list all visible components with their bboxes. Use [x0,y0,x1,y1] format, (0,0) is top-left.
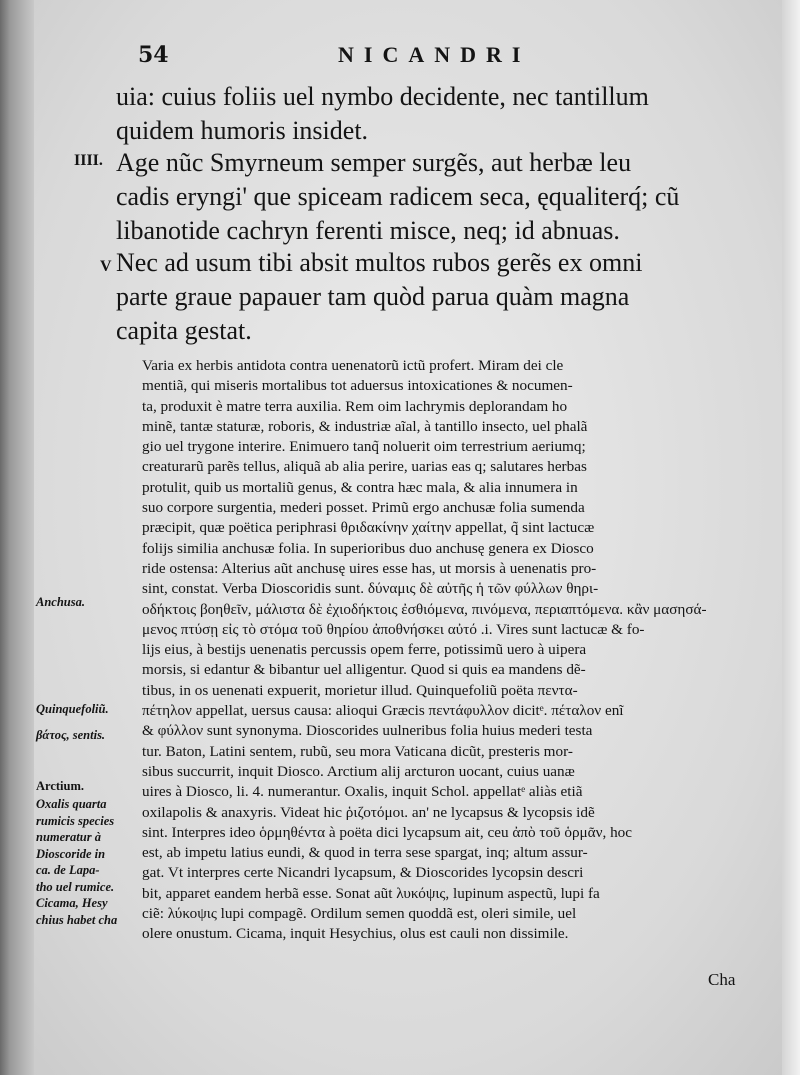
margin-note-line: Oxalis quarta [36,797,107,811]
commentary-line: creaturarũ parẽs tellus, aliquã ab alia perire, uarias eas q; salutares herbas [142,458,587,476]
commentary-line: οδήκτοις βοηθεῖν, μάλιστα δὲ ἐχιοδήκτοις ἐσθιόμενα, πινόμενα, περιαπτόμενα. κἂν μασησά- [142,600,707,618]
commentary-line: minẽ, tantæ staturæ, roboris, & industriæ aĩal, à tantillo insecto, uel phalã [142,417,588,435]
commentary-line: πέτηλον appellat, uersus causa: alioqui Græcis πεντάφυλλον dicitᵉ. πέταλον enĩ [142,702,624,720]
commentary-line: sibus succurrit, inquit Diosco. Arctium alij arcturon uocant, cuius uanæ [142,762,575,780]
verse-line: Age nũc Smyrneum semper surgẽs, aut herbæ leu [116,148,632,177]
commentary-line: sint. Interpres ideo ὁρμηθέντα à poëta dici lycapsum ait, ceu ἀπὸ τοῦ ὁρμᾶν, hoc [142,823,633,841]
commentary-line: tibus, in os uenenati expuerit, morietur illud. Quinquefoliũ poëta πεντα- [142,681,578,699]
margin-note-line: ca. de Lapa- [36,863,100,877]
commentary-line: sint, constat. Verba Dioscoridis sunt. δύναμις δὲ αὐτῆς ἡ τῶν φύλλων θηρι- [142,580,599,598]
margin-note-line: numeratur à [36,830,101,844]
margin-note-arctium: Arctium. [36,779,85,793]
verse-line: parte graue papauer tam quòd parua quàm magna [116,282,630,311]
verse-line: Nec ad usum tibi absit multos rubos gerẽs ex omni [116,248,643,277]
margin-note-batos: βάτος, sentis. [36,728,106,742]
catchword: Cha [708,970,736,989]
running-head: NICANDRI [338,42,531,67]
verse-line: uia: cuius foliis uel nymbo decidente, nec tantillum [116,82,649,111]
commentary-line: Varia ex herbis antidota contra uenenatorũ ictũ profert. Miram dei cle [142,357,564,374]
page-number: 54 [138,42,169,68]
margin-note-oxalis [36,796,117,928]
commentary-line: gio uel trygone interire. Enimuero tanq̃ noluerit oim terrestrium aeriumq; [142,438,586,456]
verse-line: cadis eryngi' que spiceam radicem seca, ęqualiterq́; cũ [116,182,680,211]
commentary-line: olere onustum. Cicama, inquit Hesychius, olus est cauli non dissimile. [142,925,569,943]
commentary-line: ta, produxit è matre terra auxilia. Rem oim lachrymis deplorandam ho [142,397,568,415]
verse-block [116,146,756,248]
commentary-line: & φύλλον sunt synonyma. Dioscorides uulneribus folia huius mederi testa [142,722,593,740]
commentary-line: mentiã, qui miseris mortalibus tot aduersus intoxicationes & nocumen- [142,377,573,395]
verse-block [116,80,756,148]
commentary-line: bit, apparet eandem herbã esse. Sonat aũt λυκόψις, lupinum aspectũ, lupi fa [142,884,600,902]
verse-line: libanotide cachryn ferenti misce, neq; id abnuas. [116,216,620,245]
commentary-line: præcipit, quæ poëtica periphrasi θριδακίνην χαίτην appellat, q̃ sint lactucæ [142,519,595,537]
margin-note-line: Dioscoride in [36,846,106,861]
margin-note-line: chius habet cha [36,912,118,927]
verse-marker-v: V [100,258,112,275]
verse-marker-iiii: IIII. [74,152,103,169]
binding-shadow [0,0,34,1075]
commentary-line: ciẽ: λύκοψις lupi compagẽ. Ordilum semen quoddã est, oleri simile, uel [142,905,577,923]
margin-note-line: Cicama, Hesy [36,896,108,910]
margin-note-line: rumicis species [36,813,115,828]
commentary-line: protulit, quib us mortaliũ genus, & contra hæc mala, & alia innumera in [142,478,578,496]
margin-note-line: tho uel rumice. [36,879,115,894]
page-header [138,42,698,72]
verse-line: quidem humoris insidet. [116,116,369,145]
commentary-line: oxilapolis & anaxyris. Videat hic ῥιζοτόμοι. an' ne lycapsus & lycopsis idẽ [142,803,595,821]
commentary-line: uires à Diosco, li. 4. numerantur. Oxalis, inquit Schol. appellatᵉ aliàs etiã [142,783,583,801]
margin-note-quinquefolium: Quinquefoliũ. [36,702,109,716]
commentary-line: μενος πτύσῃ εἰς τὸ στόμα τοῦ θηρίου ἀποθνήσκει αὐτό .i. Vires sunt lactucæ & fo- [142,620,645,638]
verse-block [116,246,756,348]
commentary-line: tur. Baton, Latini sentem, rubũ, seu mora Vaticana dicũt, presteris mor- [142,742,573,760]
page-edge [782,0,800,1075]
commentary-line: folijs similia anchusæ folia. In superioribus duo anchusę genera ex Diosco [142,539,594,557]
commentary-line: ride ostensa: Alterius aũt anchusę uires esse has, ut morsis à uenenatis pro- [142,559,597,577]
commentary-line: suo corpore surgentia, mederi posset. Primũ ergo anchusæ folia sumenda [142,499,585,517]
commentary-line: gat. Vt interpres certe Nicandri lycapsum, & Dioscorides lycopsin descri [142,864,584,882]
margin-note-anchusa: Anchusa. [36,595,85,609]
commentary-line: morsis, si edantur & bibantur uel alligentur. Quod si quis ea mandens dẽ- [142,661,586,679]
commentary-line: lijs eius, à bestijs uenenatis percussis opem ferre, potissimũ uero à uipera [142,641,587,659]
verse-line: capita gestat. [116,316,252,345]
commentary-block [142,356,742,945]
commentary-line: est, ab impetu latius eundi, & quod in terra sese spargat, inq; altum assur- [142,844,588,862]
